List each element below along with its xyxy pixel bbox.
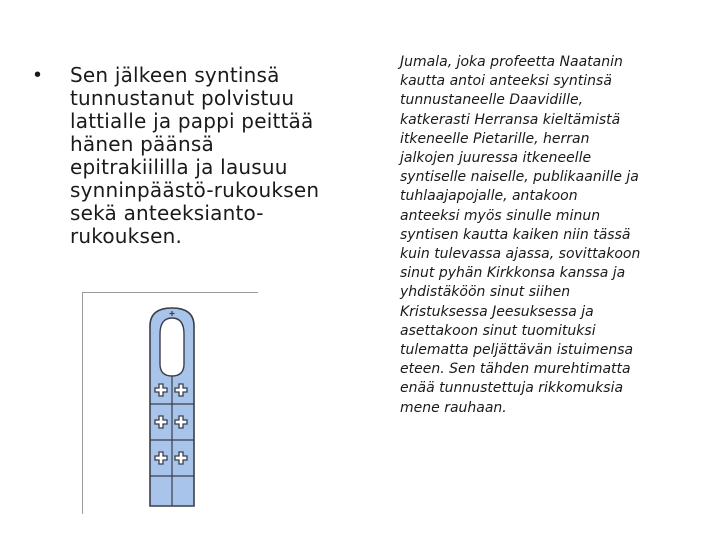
figure-frame-left bbox=[82, 292, 83, 514]
figure-frame-top bbox=[82, 292, 258, 293]
vestment-neck-opening bbox=[160, 318, 184, 376]
prayer-text: Jumala, joka profeetta Naatanin kautta antoi anteeksi syntinsä tunnustaneelle Daavidille, katkerasti Herransa kieltämistä itkeneelle Pietarille, herran jalkojen juuressa itkeneelle syntiselle naiselle, publikaanille ja tuhlaajapojalle, antakoon anteeksi myös sinulle minun syntisen kautta kaiken niin tässä kuin tulevassa ajassa, sovittakoon sinut pyhän Kirkkonsa kanssa ja yhdistäköön sinut siihen Kristuksessa Jeesuksessa ja asettakoon sinut tuomituksi tulematta peljättävän istuimensa eteen. Sen tähden murehtimatta enää tunnustettuja rikkomuksia mene rauhaan. bbox=[400, 54, 641, 416]
vestment-figure bbox=[82, 292, 258, 514]
bullet-text: Sen jälkeen syntinsä tunnustanut polvistuu lattialle ja pappi peittää hänen päänsä epitrakiililla ja lausuu synninpäästö-rukouksen sekä anteeksianto- rukouksen. bbox=[70, 63, 320, 248]
bullet-dot: • bbox=[34, 64, 42, 86]
epitrachelion-vestment-icon bbox=[144, 304, 200, 510]
bullet-item bbox=[34, 64, 364, 248]
